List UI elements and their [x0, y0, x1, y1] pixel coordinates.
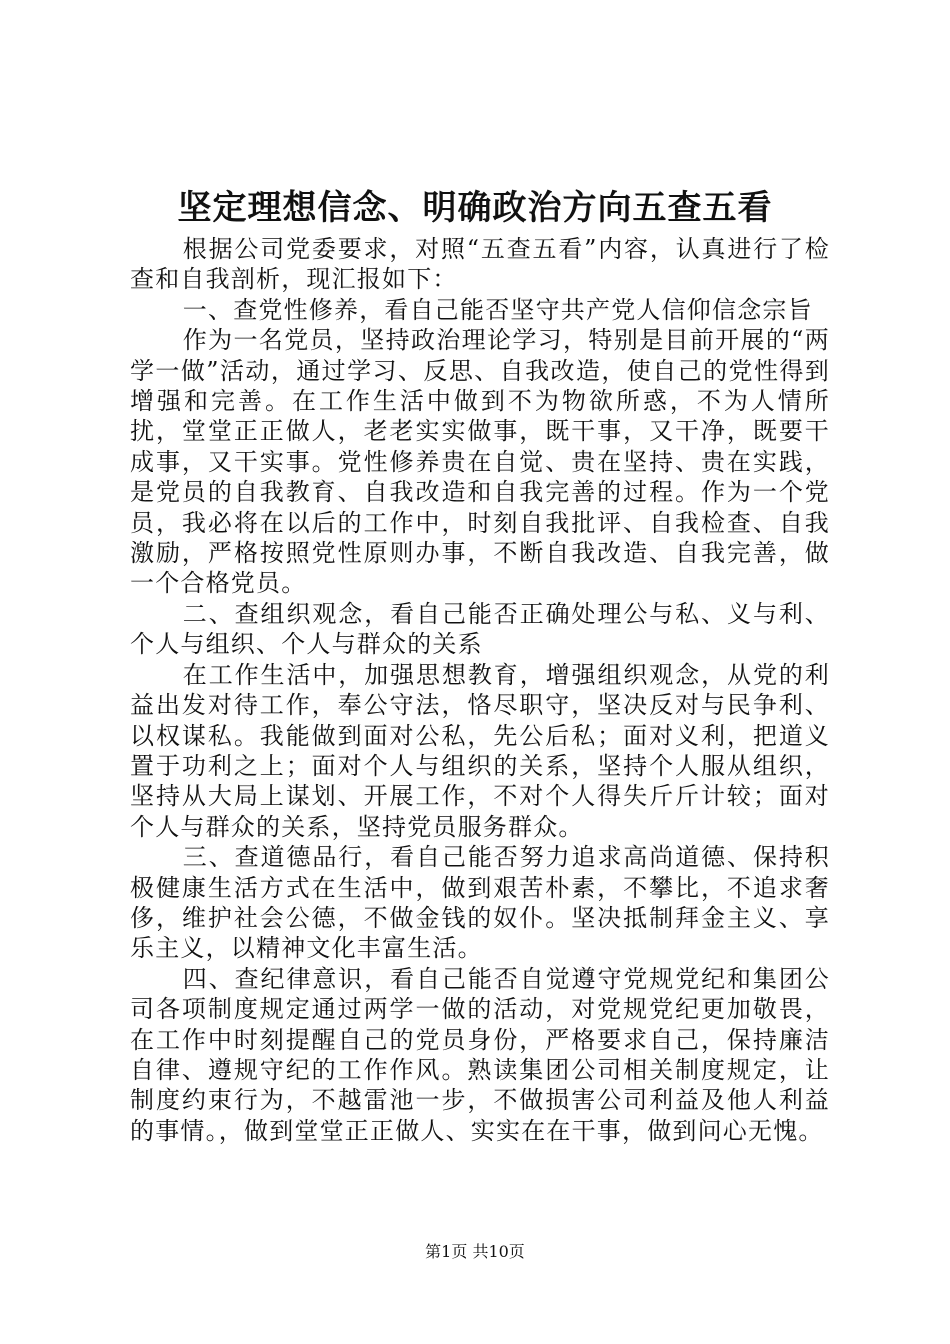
intro-paragraph: 根据公司党委要求，对照“五查五看”内容，认真进行了检查和自我剖析，现汇报如下：: [130, 235, 830, 294]
section-paragraph-2: 在工作生活中，加强思想教育，增强组织观念，从党的利益出发对待工作，奉公守法，恪尽职守，坚决反对与民争利、以权谋私。我能做到面对公私，先公后私；面对义利，把道义置于功利之上；面对个人与组织的关系，坚持个人服从组织，坚持从大局上谋划、开展工作，不对个人得失斤斤计较；面对个人与群众的关系，坚持党员服务群众。: [130, 660, 830, 841]
section-heading-2: 二、查组织观念，看自己能否正确处理公与私、义与利、个人与组织、个人与群众的关系: [130, 599, 830, 659]
section-paragraph-3: 三、查道德品行，看自己能否努力追求高尚道德、保持积极健康生活方式在生活中，做到艰苦朴素，不攀比，不追求奢侈，维护社会公德，不做金钱的奴仆。坚决抵制拜金主义、享乐主义，以精神文化丰富生活。: [130, 843, 830, 963]
section-paragraph-1: 作为一名党员，坚持政治理论学习，特别是目前开展的“两学一做”活动，通过学习、反思、自我改造，使自己的党性得到增强和完善。在工作生活中做到不为物欲所惑，不为人情所扰，堂堂正正做人，老老实实做事，既干事，又干净，既要干成事，又干实事。党性修养贵在自觉、贵在坚持、贵在实践，是党员的自我教育、自我改造和自我完善的过程。作为一个党员，我必将在以后的工作中，时刻自我批评、自我检查、自我激励，严格按照党性原则办事，不断自我改造、自我完善，做一个合格党员。: [130, 326, 830, 598]
document-title: 坚定理想信念、明确政治方向五查五看: [177, 188, 773, 228]
section-paragraph-4: 四、查纪律意识，看自己能否自觉遵守党规党纪和集团公司各项制度规定通过两学一做的活动，对党规党纪更加敬畏，在工作中时刻提醒自己的党员身份，严格要求自己，保持廉洁自律、遵规守纪的工作作风。熟读集团公司相关制度规定，让制度约束行为，不越雷池一步，不做损害公司利益及他人利益的事情。，做到堂堂正正做人、实实在在干事，做到问心无愧。: [130, 964, 830, 1145]
document-body: [130, 234, 830, 1146]
section-heading-1: 一、查党性修养，看自己能否坚守共产党人信仰信念宗旨: [182, 295, 813, 324]
page-number-footer: 第1页 共10页: [425, 1242, 525, 1261]
